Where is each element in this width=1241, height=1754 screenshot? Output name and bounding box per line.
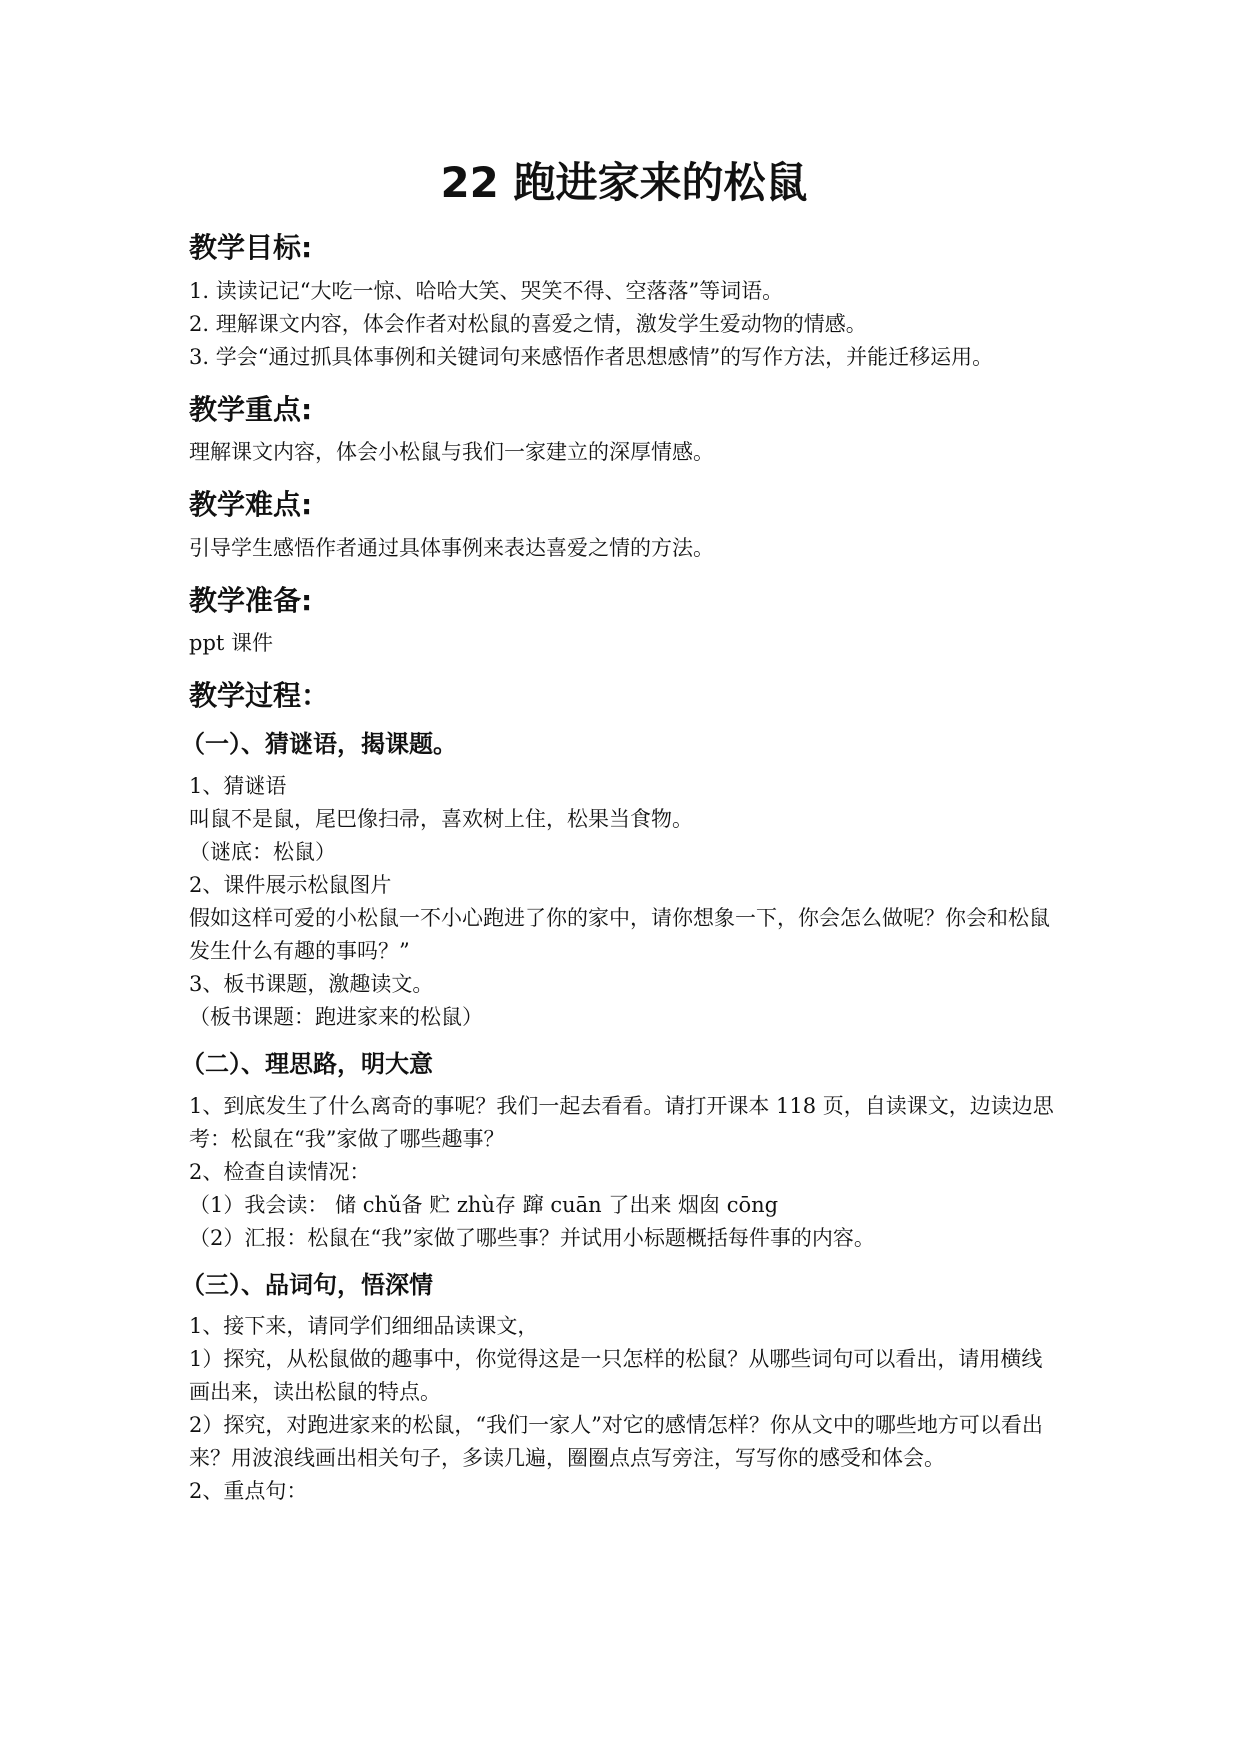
- section-line: （谜底：松鼠）: [189, 839, 336, 864]
- section-line: 2、课件展示松鼠图片: [189, 872, 392, 897]
- document-body: [181, 158, 1059, 1508]
- difficulty-heading: 教学难点:: [189, 488, 313, 522]
- objective-item: 3. 学会“通过抓具体事例和关键词句来感悟作者思想感情”的写作方法，并能迁移运用。: [189, 344, 994, 369]
- section-title: （一）、猜谜语，揭课题。: [181, 730, 457, 759]
- section-line: 2、重点句：: [189, 1479, 308, 1504]
- section-line: 2、检查自读情况：: [189, 1159, 371, 1184]
- preparation-heading: 教学准备:: [189, 583, 313, 617]
- section-title: （三）、品词句，悟深情: [181, 1270, 433, 1299]
- key-point-text: 理解课文内容，体会小松鼠与我们一家建立的深厚情感。: [189, 440, 714, 465]
- section-line: 1、猜谜语: [189, 773, 287, 798]
- section-line: （2）汇报：松鼠在“我”家做了哪些事？并试用小标题概括每件事的内容。: [189, 1225, 875, 1250]
- section-line: 1、接下来，请同学们细细品读课文，: [189, 1314, 539, 1339]
- objectives-heading: 教学目标:: [189, 231, 313, 265]
- preparation-text: ppt 课件: [189, 630, 273, 655]
- section-line: 假如这样可爱的小松鼠一不小心跑进了你的家中，请你想象一下，你会怎么做呢？你会和松鼠发生什么有趣的事吗？”: [189, 905, 1050, 963]
- section-line: （板书课题：跑进家来的松鼠）: [189, 1004, 483, 1029]
- objective-item: 1. 读读记记“大吃一惊、哈哈大笑、哭笑不得、空落落”等词语。: [189, 278, 784, 303]
- key-point-heading: 教学重点:: [189, 392, 313, 426]
- objective-item: 2. 理解课文内容，体会作者对松鼠的喜爱之情，激发学生爱动物的情感。: [189, 311, 867, 336]
- section-line: 1、到底发生了什么离奇的事呢？我们一起去看看。请打开课本 118 页，自读课文，边读边思考：松鼠在“我”家做了哪些趣事？: [189, 1093, 1054, 1151]
- section-title: （二）、理思路，明大意: [181, 1049, 433, 1078]
- section-line: （1）我会读： 储 chǔ备 贮 zhù存 蹿 cuān 了出来 烟囱 cōng: [189, 1192, 779, 1217]
- difficulty-text: 引导学生感悟作者通过具体事例来表达喜爱之情的方法。: [189, 535, 714, 560]
- section-line: 叫鼠不是鼠，尾巴像扫帚，喜欢树上住，松果当食物。: [189, 806, 693, 831]
- section-line: 1）探究，从松鼠做的趣事中，你觉得这是一只怎样的松鼠？从哪些词句可以看出，请用横线画出来，读出松鼠的特点。: [189, 1347, 1043, 1405]
- section-line: 3、板书课题，激趣读文。: [189, 971, 434, 996]
- page-title: 22 跑进家来的松鼠: [440, 158, 808, 207]
- section-line: 2）探究，对跑进家来的松鼠，“我们一家人”对它的感情怎样？你从文中的哪些地方可以看出来？用波浪线画出相关句子，多读几遍，圈圈点点写旁注，写写你的感受和体会。: [189, 1413, 1043, 1471]
- process-heading: 教学过程：: [189, 678, 330, 712]
